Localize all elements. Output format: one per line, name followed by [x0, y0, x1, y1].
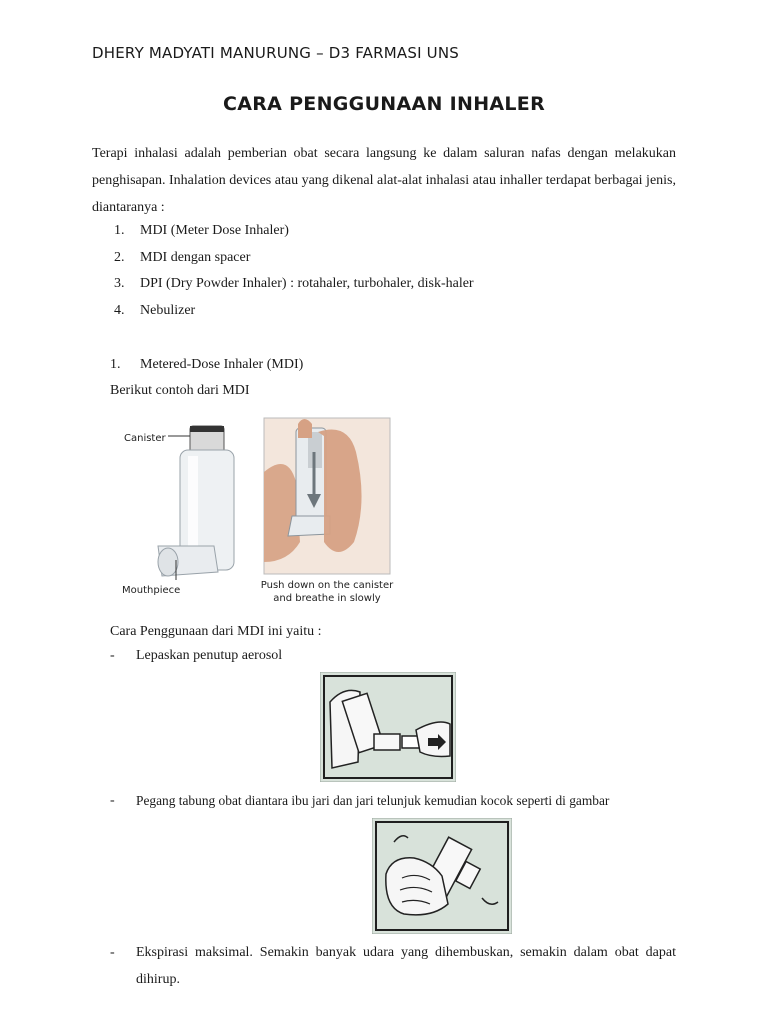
list-item-text: Nebulizer — [140, 302, 196, 318]
step-text: Ekspirasi maksimal. Semakin banyak udara yang dihembuskan, semakin dalam obat dapat dihirup. — [136, 945, 676, 987]
list-item-number: 3. — [114, 276, 125, 291]
example-intro: Berikut contoh dari MDI — [110, 383, 250, 398]
intro-paragraph: Terapi inhalasi adalah pemberian obat secara langsung ke dalam saluran nafas dengan melakukan penghisapan. Inhalation devices atau yang dikenal alat-alat inhalasi atau inhaller terdapat berbagai jenis, diantaranya : — [92, 146, 676, 215]
usage-intro: Cara Penggunaan dari MDI ini yaitu : — [110, 624, 322, 639]
list-item-number: 1. — [114, 223, 125, 238]
shake-inhaler-illustration — [372, 818, 512, 934]
list-item-number: 2. — [114, 249, 125, 265]
inhaler-illustration — [158, 426, 234, 580]
mdi-figure — [118, 412, 400, 610]
step-text: Lepaskan penutup aerosol — [136, 648, 283, 663]
document-title: CARA PENGGUNAAN INHALER — [222, 93, 546, 115]
step-text: Pegang tabung obat diantara ibu jari dan jari telunjuk kemudian kocok seperti di gambar — [136, 793, 610, 808]
remove-cap-illustration — [320, 672, 456, 782]
step-dash: - — [110, 793, 115, 808]
section-heading — [110, 354, 303, 376]
step-dash: - — [110, 648, 115, 663]
mouthpiece-label: Mouthpiece — [122, 585, 181, 596]
list-item-text: DPI (Dry Powder Inhaler) : rotahaler, turbohaler, disk-haler — [140, 276, 474, 291]
list-item-text: MDI dengan spacer — [140, 249, 251, 265]
list-item-number: 4. — [114, 302, 125, 318]
section-number: 1. — [110, 357, 121, 372]
canister-label: Canister — [124, 433, 166, 444]
list-item-text: MDI (Meter Dose Inhaler) — [140, 223, 289, 238]
section-heading-text: Metered-Dose Inhaler (MDI) — [140, 357, 304, 372]
caption-line-1: Push down on the canister — [260, 580, 394, 591]
author-header: DHERY MADYATI MANURUNG – D3 FARMASI UNS — [92, 44, 460, 62]
caption-line-2: and breathe in slowly — [273, 593, 381, 604]
step-dash: - — [110, 945, 115, 960]
usage-photo — [264, 418, 390, 574]
